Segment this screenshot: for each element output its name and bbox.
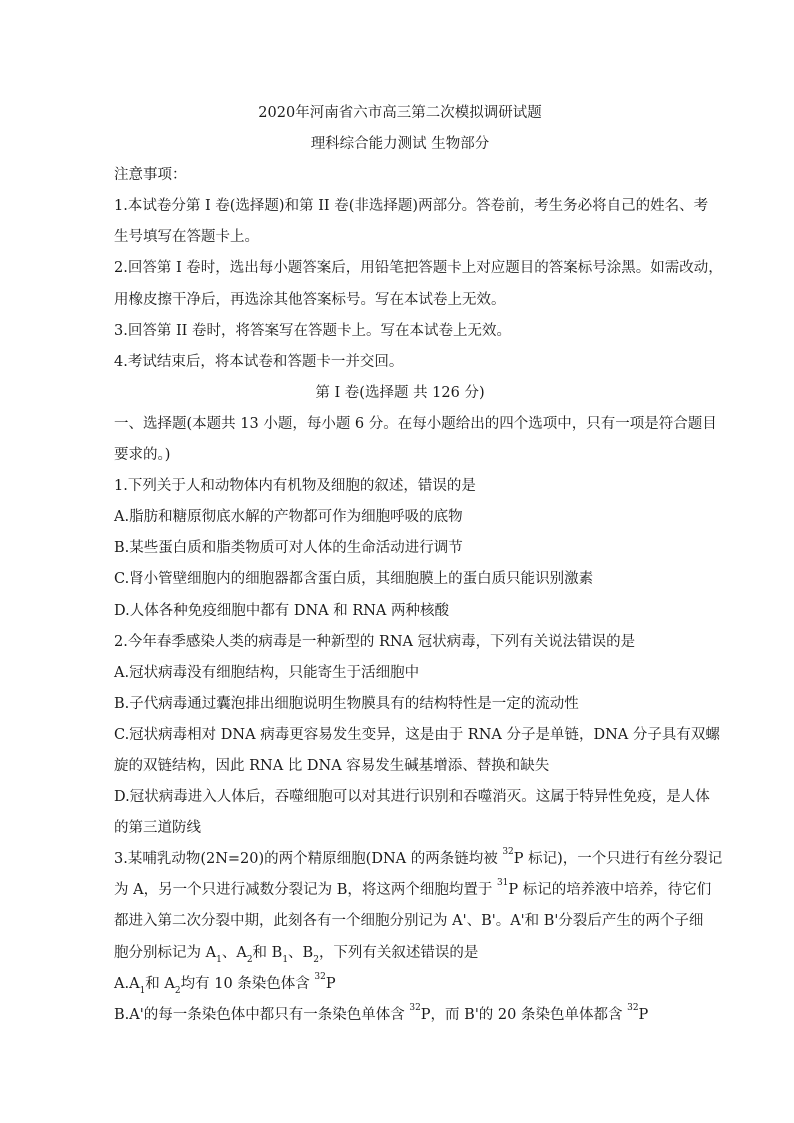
notice-heading: 注意事项： [114, 167, 187, 184]
q3-text: P，而 B'的 20 条染色单体都含 [420, 1006, 628, 1023]
page-content [114, 98, 723, 1031]
subscript: 1 [139, 985, 146, 996]
question-2-option-d-line-2: 的第三道防线 [114, 820, 201, 837]
notice-item-1-line-1: 1.本试卷分第 I 卷(选择题)和第 II 卷(非选择题)两部分。答卷前，考生务必将自己的姓名、考 [114, 198, 709, 215]
notice-item-4: 4.考试结束后，将本试卷和答题卡一并交回。 [114, 353, 404, 370]
notice-item-1-line-2: 生号填写在答题卡上。 [114, 229, 259, 246]
q3-text: 胞分别标记为 A [114, 944, 217, 961]
section-heading: 第 I 卷(选择题 共 126 分) [315, 384, 485, 401]
notice-item-2-line-1: 2.回答第 I 卷时，选出每小题答案后，用铅笔把答题卡上对应题目的答案标号涂黑。如需改动， [114, 260, 723, 277]
isotope-superscript: 32 [627, 1002, 639, 1013]
notice-item-2-line-2: 用橡皮擦干净后，再选涂其他答案标号。写在本试卷上无效。 [114, 291, 506, 308]
exam-subtitle: 理科综合能力测试 生物部分 [310, 136, 490, 153]
question-3-line-3: 都进入第二次分裂中期，此刻各有一个细胞分别记为 A'、B'。A'和 B'分裂后产生的两个子细 [114, 913, 704, 930]
q3-text: P [638, 1006, 649, 1023]
q3-text: 3.某哺乳动物(2N=20)的两个精原细胞(DNA 的两条链均被 [114, 851, 503, 868]
question-1-option-c: C.肾小管壁细胞内的细胞器都含蛋白质，其细胞膜上的蛋白质只能识别激素 [114, 571, 594, 588]
question-3-line-2 [114, 875, 712, 906]
question-1-option-b: B.某些蛋白质和脂类物质可对人体的生命活动进行调节 [114, 540, 463, 557]
q3-text: ，下列有关叙述错误的是 [318, 944, 479, 961]
subscript: 1 [216, 954, 222, 965]
question-1-stem: 1.下列关于人和动物体内有机物及细胞的叙述，错误的是 [114, 478, 476, 495]
question-1-option-a: A.脂肪和糖原彻底水解的产物都可作为细胞呼吸的底物 [114, 509, 463, 526]
question-2-option-b: B.子代病毒通过囊泡排出细胞说明生物膜具有的结构特性是一定的流动性 [114, 695, 579, 712]
question-1-option-d: D.人体各种免疫细胞中都有 DNA 和 RNA 两种核酸 [114, 602, 450, 619]
q3-text: 和 A [145, 975, 175, 992]
isotope-superscript: 32 [314, 971, 326, 982]
subscript: 2 [246, 954, 253, 965]
isotope-superscript: 32 [409, 1002, 421, 1013]
question-2-stem: 2.今年春季感染人类的病毒是一种新型的 RNA 冠状病毒，下列有关说法错误的是 [114, 633, 636, 650]
q3-text: 、A [221, 944, 247, 961]
q3-text: 均有 10 条染色体含 [180, 975, 315, 992]
question-3-option-b [114, 1000, 686, 1031]
section-intro-line-1: 一、选择题(本题共 13 小题，每小题 6 分。在每小题给出的四个选项中，只有一项是符合题目 [114, 415, 717, 432]
notice-item-3: 3.回答第 II 卷时，将答案写在答题卡上。写在本试卷上无效。 [114, 322, 512, 339]
question-2-option-c-line-1: C.冠状病毒相对 DNA 病毒更容易发生变异，这是由于 RNA 分子是单链，DNA 分子具有双螺 [114, 726, 720, 743]
q3-text: A.A [114, 975, 140, 992]
q3-text: 为 A，另一个只进行减数分裂记为 B，将这两个细胞均置于 [114, 882, 497, 899]
question-2-option-c-line-2: 旋的双链结构，因此 RNA 比 DNA 容易发生碱基增添、替换和缺失 [114, 757, 550, 774]
q3-text: B.A'的每一条染色体中都只有一条染色单体含 [114, 1006, 410, 1023]
question-3-line-4 [114, 938, 686, 969]
subscript: 1 [282, 954, 289, 965]
q3-text: 和 B [252, 944, 283, 961]
exam-title: 2020年河南省六市高三第二次模拟调研试题 [258, 105, 542, 121]
subscript: 2 [313, 954, 319, 965]
q3-text: 、B [288, 944, 314, 961]
q3-text: P [325, 975, 336, 992]
isotope-superscript: 31 [496, 878, 509, 889]
q3-text: P 标记)，一个只进行有丝分裂记 [513, 851, 723, 868]
question-3-line-1 [114, 844, 723, 875]
question-3-option-a [114, 969, 686, 1000]
question-2-option-d-line-1: D.冠状病毒进入人体后，吞噬细胞可以对其进行识别和吞噬消灭。这属于特异性免疫，是人体 [114, 789, 710, 806]
q3-text: P 标记的培养液中培养，待它们 [508, 882, 712, 899]
subscript: 2 [174, 985, 181, 996]
isotope-superscript: 32 [502, 847, 514, 858]
question-2-option-a: A.冠状病毒没有细胞结构，只能寄生于活细胞中 [114, 664, 420, 681]
section-intro-line-2: 要求的。) [114, 447, 171, 464]
